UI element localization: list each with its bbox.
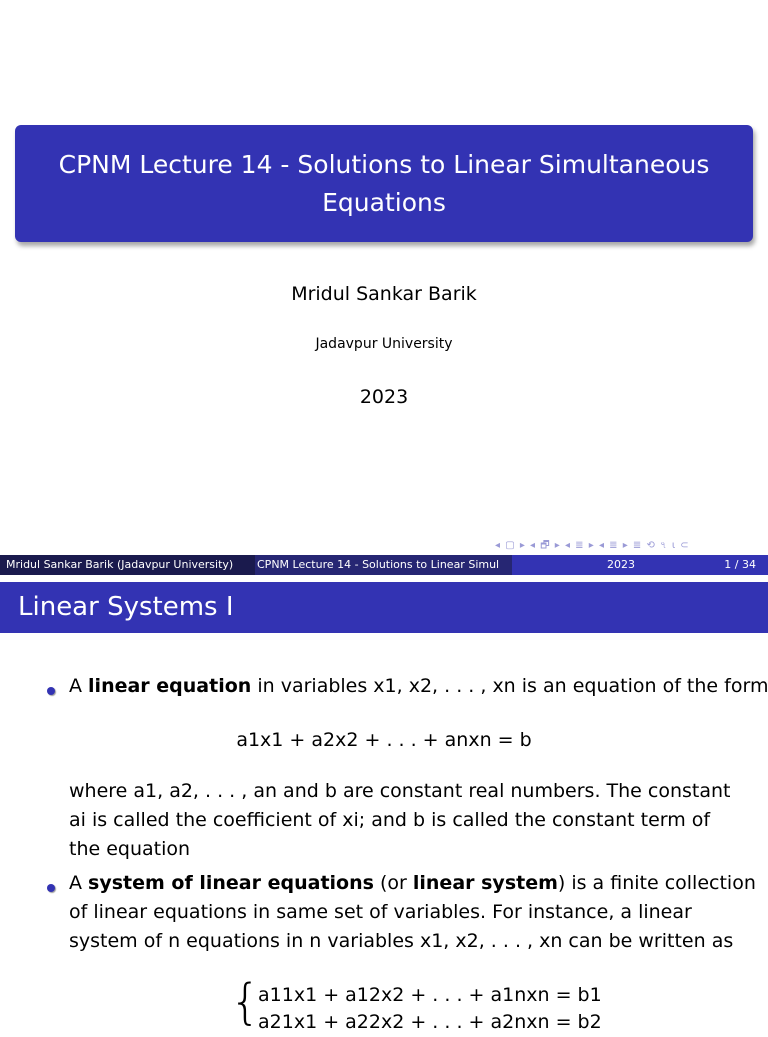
date: 2023 <box>359 386 409 408</box>
bullet1-line1: A linear equation in variables x1, x2, . . . , xn is an equation of the form <box>69 675 768 697</box>
bullet2-line1: A system of linear equations (or linear system) is a finite collection <box>69 872 756 894</box>
term-linear-equation: linear equation <box>88 675 252 697</box>
footer-date: 2023 <box>607 558 635 571</box>
system-brace: { <box>230 974 261 1030</box>
footer-title: CPNM Lecture 14 - Solutions to Linear Simul <box>257 558 500 571</box>
bullet2-line3: system of n equations in n variables x1, x2, . . . , xn can be written as <box>69 930 734 952</box>
bullet1-line2: where a1, a2, . . . , an and b are constant real numbers. The constant <box>69 780 731 802</box>
presentation-title-line2: Equations <box>322 187 446 217</box>
frame-title-bar <box>0 582 768 633</box>
author: Mridul Sankar Barik <box>291 283 477 305</box>
title-box <box>15 125 753 242</box>
linear-equation-formula: a1x1 + a2x2 + . . . + anxn = b <box>236 729 532 751</box>
navigation-symbols[interactable]: ◂ ▢ ▸ ◂ 🗗 ▸ ◂ ≣ ▸ ◂ ≣ ▸ ≣ ⟲ ৭ ⍳ ⊂ <box>495 540 690 551</box>
institute: Jadavpur University <box>315 336 453 352</box>
system-equation-1: a11x1 + a12x2 + . . . + a1nxn = b1 <box>258 984 602 1006</box>
presentation-title-line1: CPNM Lecture 14 - Solutions to Linear Simultaneous <box>58 149 710 179</box>
system-equation-2: a21x1 + a22x2 + . . . + a2nxn = b2 <box>258 1011 602 1033</box>
term-system-of-linear-equations: system of linear equations <box>88 872 374 894</box>
footer-author: Mridul Sankar Barik (Jadavpur University) <box>6 558 234 571</box>
footer-author-section <box>0 555 255 575</box>
bullet1-line3: ai is called the coefficient of xi; and b is called the constant term of <box>69 809 711 831</box>
slide-content <box>0 633 768 1033</box>
bullet2-line2: of linear equations in same set of variables. For instance, a linear <box>69 901 692 923</box>
bullet-icon <box>47 687 55 695</box>
footer-page-number: 1 / 34 <box>724 558 756 571</box>
footer-bar <box>0 555 768 575</box>
footer-title-section <box>255 555 512 575</box>
frame-title: Linear Systems I <box>18 592 234 622</box>
bullet1-line4: the equation <box>69 838 191 860</box>
footer-date-section <box>512 555 768 575</box>
term-linear-system: linear system <box>412 872 558 894</box>
bullet-icon <box>47 884 55 892</box>
